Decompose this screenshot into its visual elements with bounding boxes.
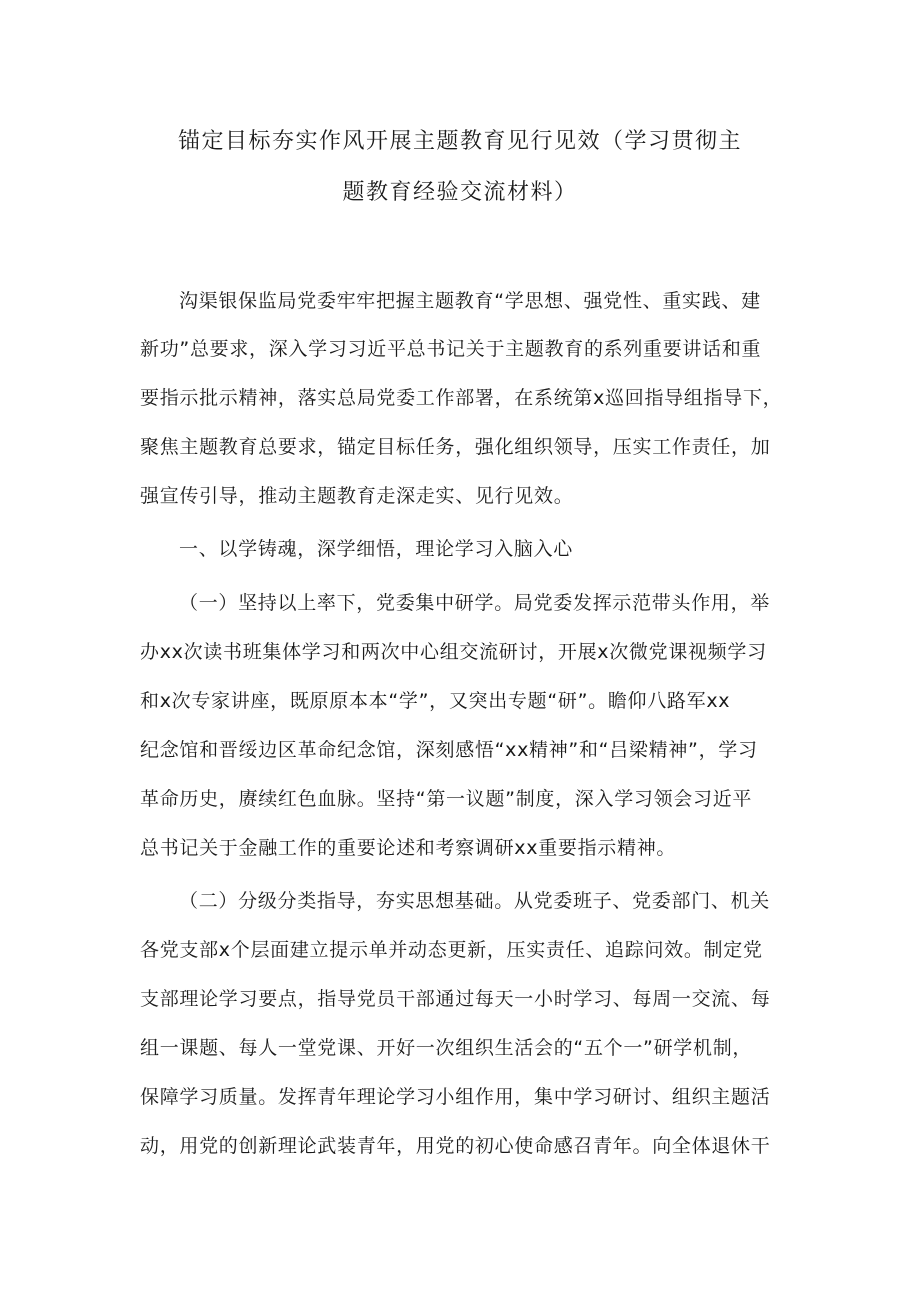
- body-line: 和x次专家讲座，既原原本本“学”，又突出专题“研”。瞻仰八路军xx: [140, 690, 731, 712]
- body-line: 聚焦主题教育总要求，锚定目标任务，强化组织领导，压实工作责任，加: [140, 436, 771, 458]
- body-line: 要指示批示精神，落实总局党委工作部署，在系统第x巡回指导组指导下，: [140, 387, 783, 409]
- body-line: 保障学习质量。发挥青年理论学习小组作用，集中学习研讨、组织主题活: [140, 1086, 771, 1108]
- document-title-line-2: 题教育经验交流材料）: [342, 180, 578, 205]
- body-line: （二）分级分类指导，夯实思想基础。从党委班子、党委部门、机关: [179, 890, 771, 912]
- body-line: 沟渠银保监局党委牢牢把握主题教育“学思想、强党性、重实践、建: [179, 290, 761, 312]
- body-line: 办xx次读书班集体学习和两次中心组交流研讨，开展x次微党课视频学习: [140, 641, 767, 663]
- body-line: 一、以学铸魂，深学细悟，理论学习入脑入心: [179, 538, 574, 560]
- body-line: 各党支部x个层面建立提示单并动态更新，压实责任、追踪问效。制定党: [140, 939, 763, 961]
- document-title-line-1: 锚定目标夯实作风开展主题教育见行见效（学习贯彻主: [177, 129, 742, 154]
- body-line: 总书记关于金融工作的重要论述和考察调研xx重要指示精神。: [140, 837, 677, 859]
- body-line: 动，用党的创新理论武装青年，用党的初心使命感召青年。向全体退休干: [140, 1135, 771, 1157]
- body-line: 组一课题、每人一堂党课、开好一次组织生活会的“五个一”研学机制，: [140, 1037, 753, 1059]
- body-line: 纪念馆和晋绥边区革命纪念馆，深刻感悟“xx精神”和“吕梁精神”，学习: [140, 739, 758, 761]
- body-line: （一）坚持以上率下，党委集中研学。局党委发挥示范带头作用，举: [179, 592, 771, 614]
- body-line: 支部理论学习要点，指导党员干部通过每天一小时学习、每周一交流、每: [140, 988, 771, 1010]
- body-line: 新功”总要求，深入学习习近平总书记关于主题教育的系列重要讲话和重: [140, 338, 762, 360]
- body-line: 革命历史，赓续红色血脉。坚持“第一议题”制度，深入学习领会习近平: [140, 788, 753, 810]
- body-line: 强宣传引导，推动主题教育走深走实、见行见效。: [140, 485, 574, 507]
